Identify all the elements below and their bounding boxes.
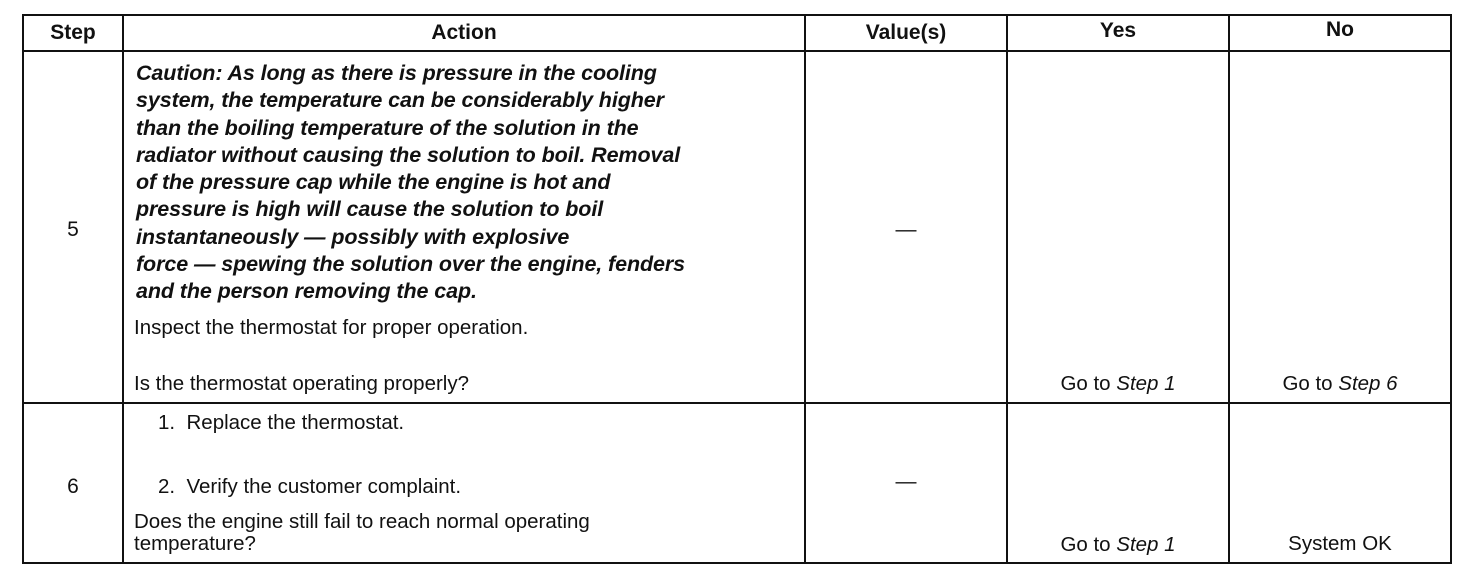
question-line: temperature? [134,532,256,555]
table-border-bottom [22,562,1452,564]
header-action: Action [431,21,497,44]
step-number: 5 [67,218,79,241]
step-number: 6 [67,475,79,498]
caution-line: instantaneously — possibly with explosive [136,224,570,249]
yes-go-to-step [1008,372,1228,396]
caution-line: of the pressure cap while the engine is hot and [136,170,611,195]
column-divider-step [122,14,124,564]
header-yes: Yes [1099,19,1137,42]
yes-step-link: Step 1 [1116,372,1176,395]
row-divider [22,402,1452,404]
header-no: No [1326,18,1354,41]
header-step: Step [50,21,96,44]
action-item: 2. Verify the customer complaint. [158,475,462,498]
yes-prefix: Go to [1060,533,1117,556]
caution-line: system, the temperature can be considerably higher [136,88,664,113]
caution-line: force — spewing the solution over the engine, fenders [136,252,686,277]
question-text [134,511,802,555]
no-step-link: Step 6 [1338,372,1398,395]
system-ok-result: System OK [1288,532,1392,555]
header-divider [22,50,1452,52]
caution-line: and the person removing the cap. [136,279,477,304]
value-dash: — [895,470,917,493]
column-divider-values [1006,14,1008,564]
header-values: Value(s) [865,21,947,44]
question-line: Does the engine still fail to reach normal operating [134,510,590,533]
table-border-right [1450,14,1452,564]
no-go-to-step [1230,372,1450,396]
caution-line: radiator without causing the solution to boil. Removal [136,142,681,167]
yes-step-link: Step 1 [1116,533,1176,556]
caution-text [136,60,804,306]
action-item: 1. Replace the thermostat. [158,411,405,434]
caution-line: pressure is high will cause the solution to boil [136,197,604,222]
instruction-text: Inspect the thermostat for proper operation. [134,316,529,339]
yes-prefix: Go to [1060,372,1117,395]
no-prefix: Go to [1282,372,1339,395]
caution-line: Caution: As long as there is pressure in the cooling [136,61,657,85]
yes-go-to-step [1008,533,1228,557]
column-divider-yes [1228,14,1230,564]
question-text: Is the thermostat operating properly? [134,372,470,395]
value-dash: — [895,218,917,241]
caution-line: than the boiling temperature of the solution in the [136,115,639,140]
